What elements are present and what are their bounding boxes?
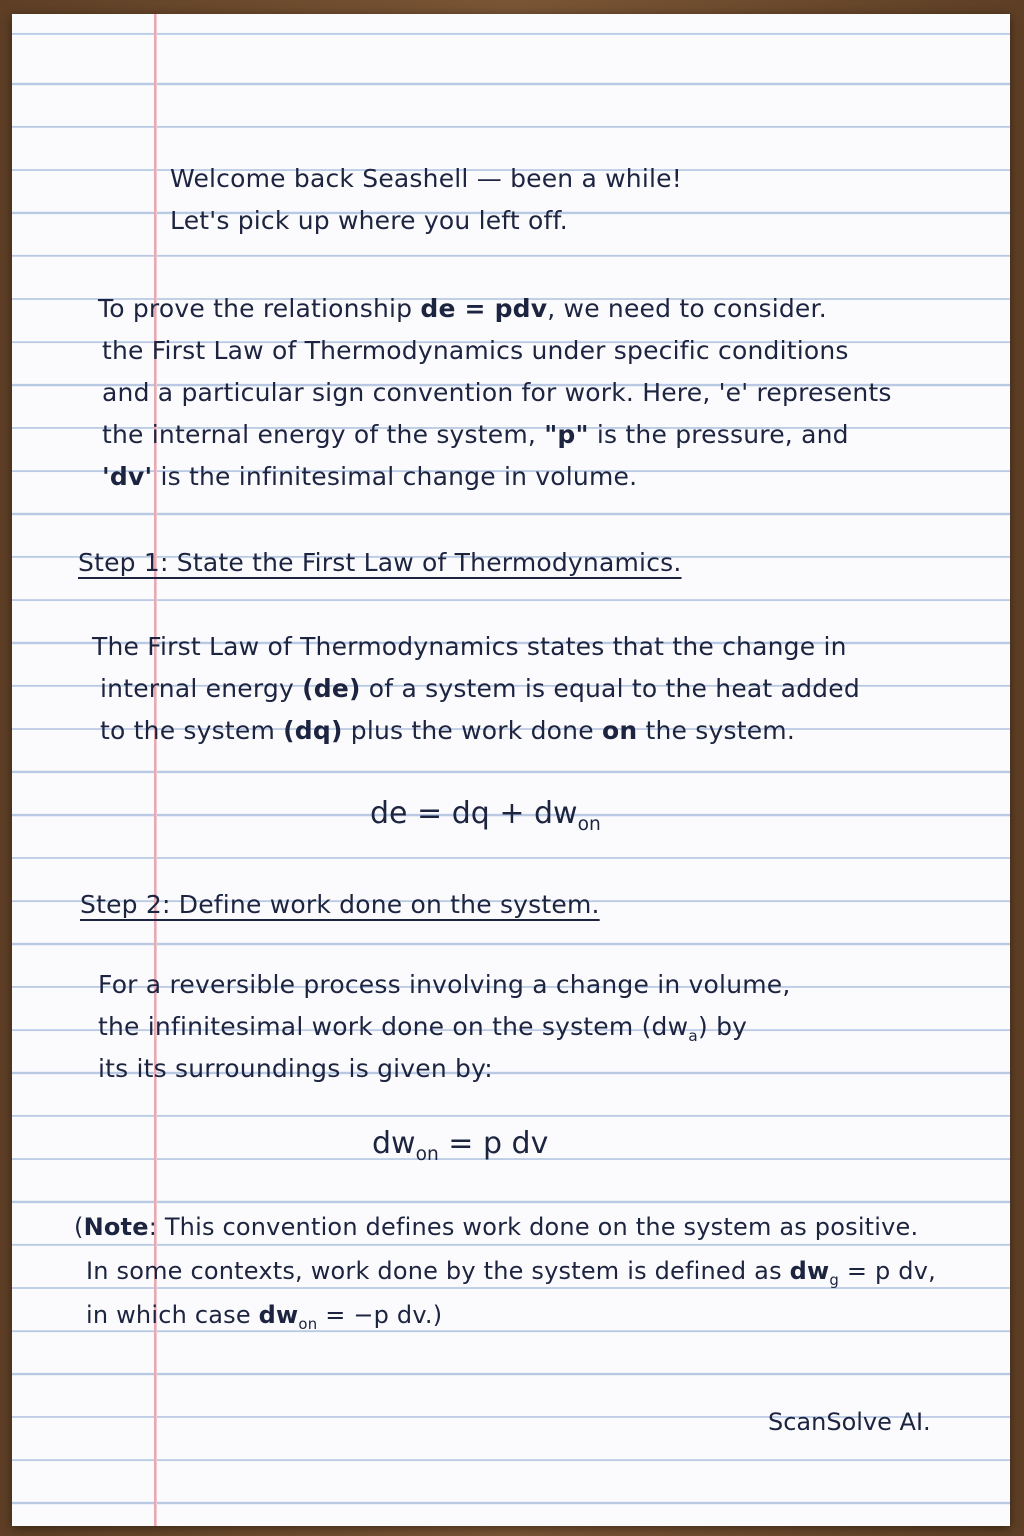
equation-text: = p dv: [438, 1126, 549, 1161]
step1-text: internal energy: [100, 674, 303, 703]
note-text: = −p dv.): [317, 1301, 443, 1329]
note-text: (: [74, 1213, 84, 1241]
intro-text: , we need to consider.: [547, 294, 827, 323]
note-label: Note: [83, 1213, 149, 1241]
equation-subscript: on: [577, 814, 601, 835]
intro-text: the internal energy of the system,: [102, 420, 545, 449]
step1-line-3: [100, 710, 795, 752]
intro-line-3: and a particular sign convention for work. Here, 'e' represents: [102, 378, 892, 407]
note-subscript: g: [829, 1270, 840, 1289]
equation-text: de = dq + dw: [370, 796, 578, 831]
equation-text: dw: [372, 1126, 416, 1161]
intro-symbol: 'dv': [102, 462, 153, 491]
intro-equation: de = pdv: [420, 294, 548, 323]
equation-subscript: on: [415, 1144, 439, 1165]
work-equation: [372, 1126, 548, 1165]
step2-subscript: a: [688, 1027, 698, 1045]
greeting-line-1: Welcome back Seashell — been a while!: [170, 164, 682, 193]
note-text: in which case: [86, 1301, 259, 1329]
signature: ScanSolve AI.: [768, 1408, 931, 1436]
note-text: In some contexts, work done by the system is defined as: [86, 1257, 790, 1285]
note-line-1: [74, 1206, 918, 1248]
intro-line-4: [102, 414, 849, 456]
step2-line-1: For a reversible process involving a change in volume,: [98, 970, 791, 999]
note-symbol: dw: [789, 1257, 830, 1285]
step2-text: the infinitesimal work done on the system (dw: [98, 1012, 689, 1041]
note-line-3: [86, 1294, 442, 1345]
step1-emphasis: on: [601, 716, 638, 745]
step1-symbol: (dq): [283, 716, 343, 745]
note-text: = p dv,: [839, 1257, 936, 1285]
greeting-line-2: Let's pick up where you left off.: [170, 206, 568, 235]
intro-text: To prove the relationship: [98, 294, 421, 323]
step1-text: plus the work done: [342, 716, 602, 745]
step1-heading: Step 1: State the First Law of Thermodynamics.: [78, 548, 682, 577]
intro-text: is the infinitesimal change in volume.: [152, 462, 638, 491]
note-subscript: on: [298, 1314, 318, 1333]
intro-line-1: [98, 288, 827, 330]
intro-line-5: [102, 456, 637, 498]
note-text: : This convention defines work done on the system as positive.: [148, 1213, 919, 1241]
intro-line-2: the First Law of Thermodynamics under specific conditions: [102, 336, 849, 365]
step2-line-3: its its surroundings is given by:: [98, 1054, 493, 1083]
intro-text: is the pressure, and: [588, 420, 849, 449]
step1-text: the system.: [637, 716, 795, 745]
note-symbol: dw: [258, 1301, 299, 1329]
step1-line-1: The First Law of Thermodynamics states that the change in: [92, 632, 847, 661]
intro-symbol: "p": [544, 420, 589, 449]
notebook-paper: [12, 14, 1010, 1526]
step1-text: of a system is equal to the heat added: [360, 674, 860, 703]
step2-heading: Step 2: Define work done on the system.: [80, 890, 600, 919]
step2-text: ) by: [697, 1012, 748, 1041]
step1-line-2: [100, 668, 860, 710]
step1-text: to the system: [100, 716, 284, 745]
first-law-equation: [370, 796, 601, 835]
step1-symbol: (de): [302, 674, 361, 703]
